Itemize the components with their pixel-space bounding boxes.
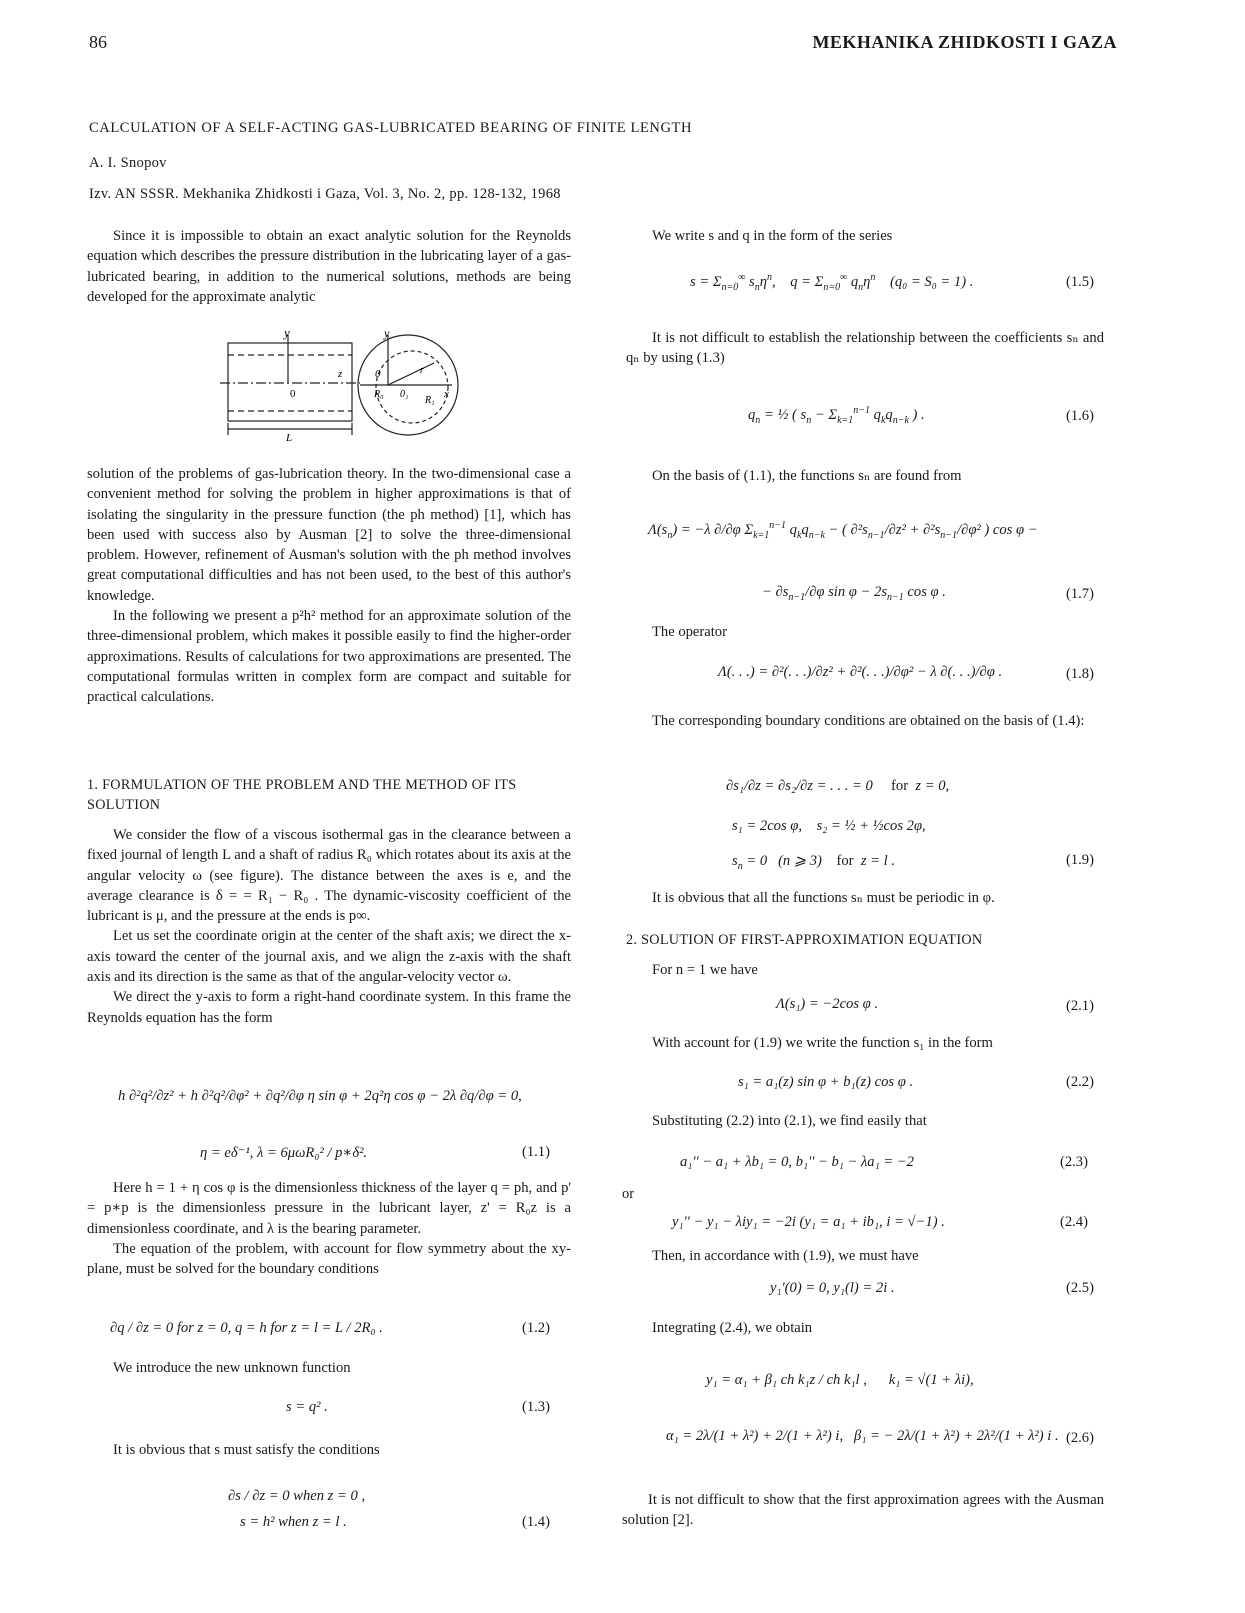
equation-number-2-5: (2.5)	[1066, 1280, 1094, 1296]
right-body-4: The operator	[652, 624, 727, 640]
equation-number-1-5: (1.5)	[1066, 274, 1094, 290]
svg-text:y: y	[284, 325, 290, 340]
journal-title: MEKHANIKA ZHIDKOSTI I GAZA	[812, 32, 1117, 52]
equation-number-2-6: (2.6)	[1066, 1430, 1094, 1446]
equation-number-1-8: (1.8)	[1066, 666, 1094, 682]
svg-text:r: r	[420, 365, 424, 376]
equation-1-9-line2: s₁ = 2cos φ, s₂ = ½ + ½cos 2φ,	[732, 818, 926, 834]
equation-1-1-line2: η = eδ⁻¹, λ = 6μωR₀² / p∗δ².	[200, 1145, 368, 1161]
right-body-1: We write s and q in the form of the series	[652, 228, 893, 244]
equation-2-6-line2: α₁ = 2λ/(1 + λ²) + 2/(1 + λ²) i, β₁ = − 2λ/(1 + λ²) + 2λ²/(1 + λ²) i .	[666, 1428, 1059, 1444]
equation-2-3: a₁'' − a₁ + λb₁ = 0, b₁'' − b₁ − λa₁ = −2	[680, 1154, 914, 1170]
equation-number-1-6: (1.6)	[1066, 408, 1094, 424]
equation-1-6: $q_n$ = ½ ( $s_n - \Sigma_{k=1}^{n-1}$ $q_kq_{n-k}$ ) .	[748, 405, 925, 426]
right-body-3: On the basis of (1.1), the functions sₙ are found from	[652, 468, 962, 484]
section-1-heading: 1. FORMULATION OF THE PROBLEM AND THE METHOD OF ITS SOLUTION	[87, 777, 517, 813]
equation-number-1-1: (1.1)	[522, 1144, 550, 1160]
paragraph-intro: Since it is impossible to obtain an exact analytic solution for the Reynolds equation which describes the pressure distribution in the lubricating layer of a gas-lubricated bearing, in addition to the numerical solutions, methods are being developed for the approximate analytic	[87, 228, 571, 305]
equation-number-2-3: (2.3)	[1060, 1154, 1088, 1170]
equation-number-1-3: (1.3)	[522, 1399, 550, 1415]
equation-1-9-line1: ∂s₁/∂z = ∂s₂/∂z = . . . = 0 for z = 0,	[726, 778, 950, 794]
equation-1-7-line2: − $\partial s_{n-1}/\partial\varphi$ $\sin \varphi - 2s_{n-1}$ cos φ .	[762, 584, 946, 603]
svg-text:y: y	[384, 326, 390, 340]
right-body-7: For n = 1 we have	[652, 962, 758, 978]
right-body-11: Integrating (2.4), we obtain	[652, 1320, 813, 1336]
right-body-12: It is not difficult to show that the first approximation agrees with the Ausman solution [2].	[622, 1492, 1104, 1529]
equation-1-2: ∂q / ∂z = 0 for z = 0, q = h for z = l = L / 2R₀ .	[110, 1320, 383, 1336]
equation-2-1: Λ(s₁) = −2cos φ .	[776, 996, 879, 1012]
left-body-5: It is obvious that s must satisfy the conditions	[113, 1442, 380, 1458]
right-body-5: The corresponding boundary conditions are obtained on the basis of (1.4):	[652, 713, 1085, 729]
right-body-10: Then, in accordance with (1.9), we must have	[652, 1248, 919, 1264]
equation-number-1-2: (1.2)	[522, 1320, 550, 1336]
svg-text:0: 0	[290, 388, 296, 400]
equation-1-4b: s = h² when z = l .	[240, 1514, 347, 1530]
bearing-figure	[220, 325, 460, 445]
article-title: CALCULATION OF A SELF-ACTING GAS-LUBRICATED BEARING OF FINITE LENGTH	[89, 120, 693, 136]
equation-1-9-line3: $s_n = 0$ (n ⩾ 3) for z = l .	[732, 853, 896, 872]
left-body-3: Here h = 1 + η cos φ is the dimensionless thickness of the layer q = ph, and p' = p∗p is the dimensionless pressure in the lubricant layer, z' = R₀z is a dimensionless coordinate, and λ is the bearing parameter. The equation of the problem, with account for flow symmetry about the xy-plane, must be solved for the boundary conditions	[87, 1180, 571, 1278]
equation-2-6-line1: y₁ = α₁ + β₁ ch k₁z / ch k₁l , k₁ = √(1 + λi),	[706, 1372, 974, 1388]
section-2-heading: 2. SOLUTION OF FIRST-APPROXIMATION EQUATION	[626, 932, 983, 948]
citation: Izv. AN SSSR. Mekhanika Zhidkosti i Gaza, Vol. 3, No. 2, pp. 128-132, 1968	[89, 186, 561, 202]
equation-number-2-1: (2.1)	[1066, 998, 1094, 1014]
svg-text:x: x	[444, 388, 449, 400]
page-number: 86	[89, 32, 107, 52]
svg-text:R₁: R₁	[425, 395, 435, 406]
svg-text:L: L	[286, 432, 293, 444]
equation-number-2-2: (2.2)	[1066, 1074, 1094, 1090]
equation-number-1-9: (1.9)	[1066, 852, 1094, 868]
equation-number-1-7: (1.7)	[1066, 586, 1094, 602]
author: A. I. Snopov	[89, 155, 167, 171]
svg-text:z: z	[338, 368, 343, 380]
equation-1-7-line1: $\Lambda(s_n) = -\lambda$ ∂/∂φ $\Sigma_{k=1}^{n-1}$ $q_kq_{n-k}$ − ( $\partial^2s_{n-1}/\partial z^2 + \partial^2s_{n-1}/\partial\varphi^2$ ) cos φ −	[648, 520, 1038, 541]
svg-text:0₁: 0₁	[400, 389, 409, 400]
equation-1-3: s = q² .	[286, 1399, 328, 1415]
equation-number-2-4: (2.4)	[1060, 1214, 1088, 1230]
right-body-9: Substituting (2.2) into (2.1), we find easily that	[652, 1113, 927, 1129]
equation-number-1-4: (1.4)	[522, 1514, 550, 1530]
equation-1-8: Λ(. . .) = ∂²(. . .)/∂z² + ∂²(. . .)/∂φ² − λ ∂(. . .)/∂φ .	[718, 664, 1003, 680]
left-body-2: We consider the flow of a viscous isothermal gas in the clearance between a fixed journal of length L and a shaft of radius R₀ which rotates about its axis at the angular velocity ω (see figure). The distance between the axes is e, and the average clearance is δ = = R₁ − R₀ . The dynamic-viscosity coefficient of the lubricant is μ, and the pressure at the ends is p∞. Let us set the coordinate origin at the center of the shaft axis; we direct the x-axis toward the center of the journal axis, and we align the z-axis with the shaft axis and its direction is the same as that of the angular-velocity vector ω. We direct the y-axis to form a right-hand coordinate system. In this frame the Reynolds equation has the form	[87, 827, 571, 1026]
svg-text:0: 0	[375, 368, 381, 380]
left-body-1: solution of the problems of gas-lubrication theory. In the two-dimensional case a convenient method for solving the problem in higher approximations is that of isolating the singularity in the pressure function (the ph method) [1], which has been used with success also by Ausman [2] to solve the three-dimensional problem. However, refinement of Ausman's solution with the ph method involves great computational difficulties and has not been used, to the best of this author's knowledge. In the following we present a p²h² method for an approximate solution of the three-dimensional problem, which makes it possible easily to find the higher-order approximations. Results of calculations for two approximations are presented. The computational formulas written in complex form are compact and suitable for practical calculations.	[87, 466, 571, 706]
equation-2-5: y₁'(0) = 0, y₁(l) = 2i .	[770, 1280, 895, 1296]
equation-2-2: s₁ = a₁(z) sin φ + b₁(z) cos φ .	[738, 1074, 914, 1090]
left-body-4: We introduce the new unknown function	[113, 1360, 351, 1376]
right-body-6: It is obvious that all the functions sₙ must be periodic in φ.	[652, 890, 995, 906]
equation-1-1: h ∂²q²/∂z² + h ∂²q²/∂φ² + ∂q²/∂φ η sin φ + 2q²η cos φ − 2λ ∂q/∂φ = 0,	[118, 1088, 522, 1104]
equation-1-4a: ∂s / ∂z = 0 when z = 0 ,	[228, 1488, 366, 1504]
right-body-8: With account for (1.9) we write the function s₁ in the form	[652, 1035, 993, 1051]
word-or: or	[622, 1186, 635, 1202]
equation-1-5: $s = \Sigma_{n=0}^\infty$ $s_n\eta^n$, $q = \Sigma_{n=0}^\infty$ $q_n\eta^n$ (q₀ = S₀ = 1) .	[690, 272, 974, 293]
right-body-2: It is not difficult to establish the relationship between the coefficients sₙ and qₙ by using (1.3)	[626, 330, 1104, 367]
svg-text:R₀: R₀	[374, 389, 384, 400]
equation-2-4: y₁'' − y₁ − λiy₁ = −2i (y₁ = a₁ + ib₁, i = √−1) .	[672, 1214, 945, 1230]
